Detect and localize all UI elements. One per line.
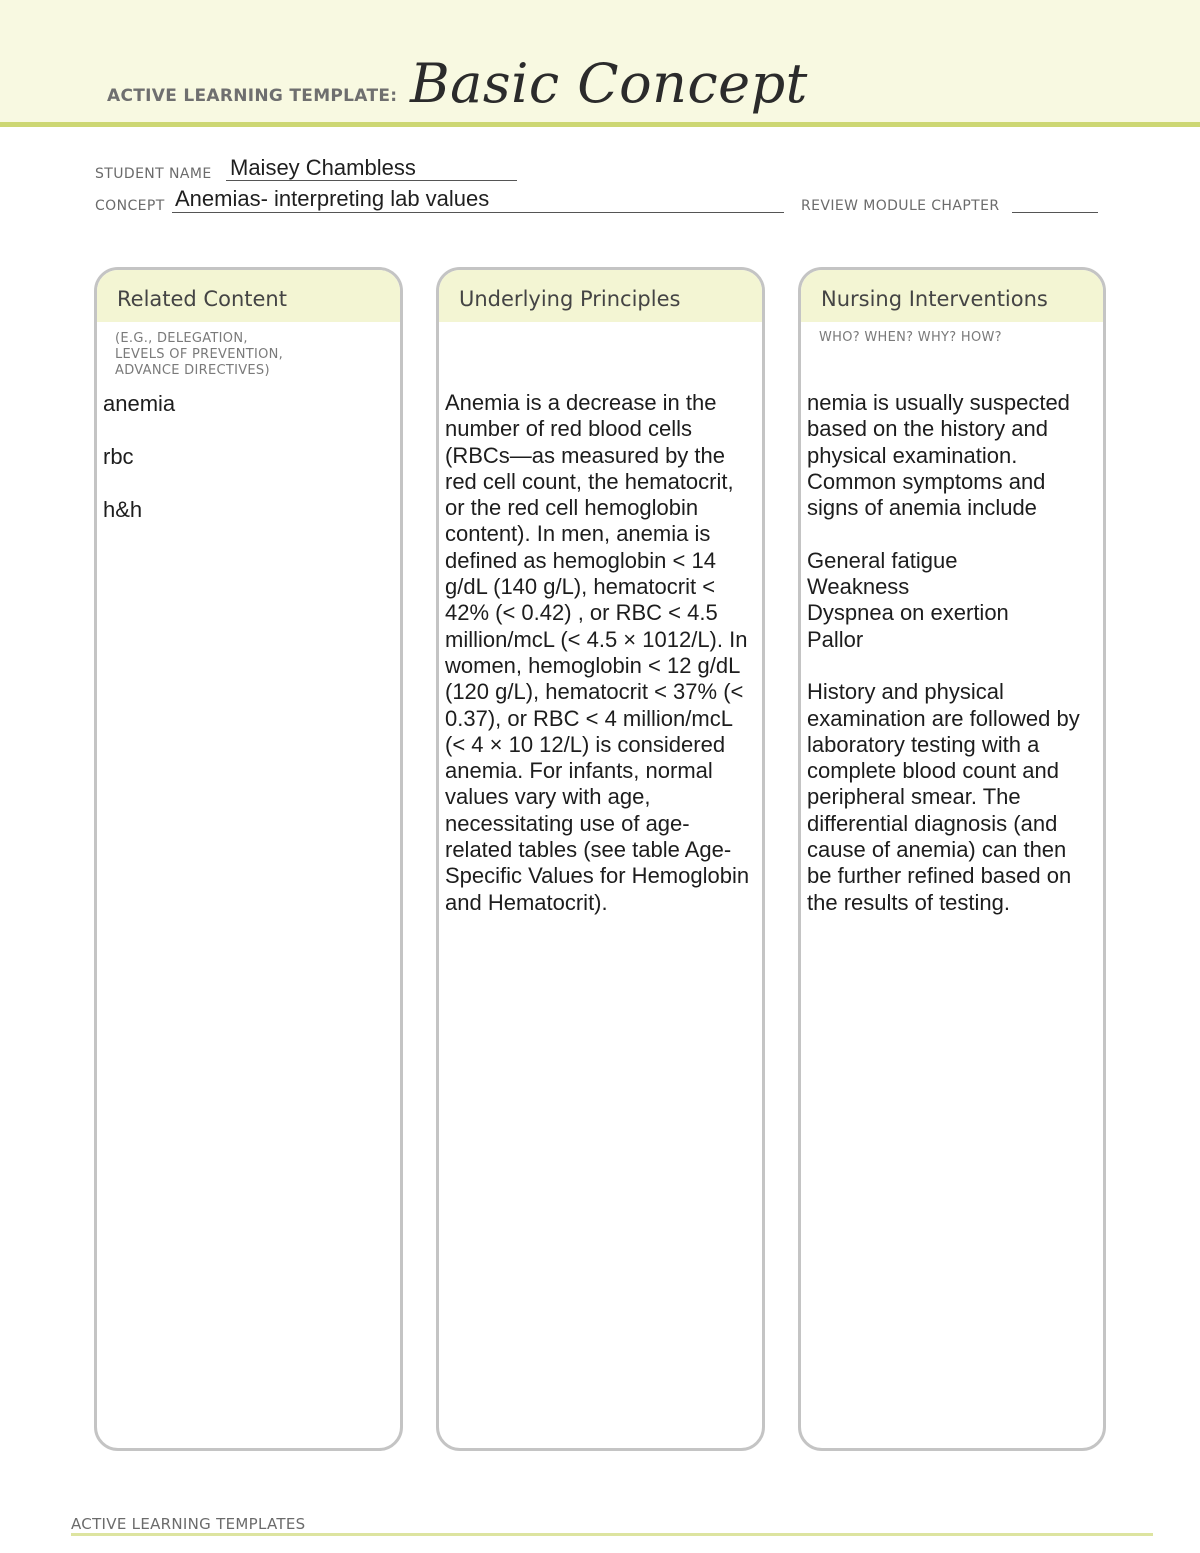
related-content-text[interactable]: anemia rbc h&h [103,391,176,522]
template-title: Basic Concept [410,52,808,115]
panel-title: Related Content [117,287,287,311]
panel-title: Underlying Principles [459,287,681,311]
related-content-panel [94,267,403,1451]
footer-text: ACTIVE LEARNING TEMPLATES [71,1515,306,1533]
header-divider [0,122,1200,127]
concept-field[interactable]: Anemias- interpreting lab values [175,186,490,211]
student-name-field[interactable]: Maisey Chambless [230,155,416,180]
review-module-label: REVIEW MODULE CHAPTER [801,198,1000,214]
review-module-underline [1012,212,1098,213]
underlying-principles-text[interactable]: Anemia is a decrease in the number of red blood cells (RBCs—as measured by the red cell count, the hematocrit, or the red cell hemoglobin content). In men, anemia is defined as hemoglobin < 14 g/dL (140 g/L), hematocrit < 42% (< 0.42) , or RBC < 4.5 million/mcL (< 4.5 × 1012/L). In women, hemoglobin < 12 g/dL (120 g/L), hematocrit < 37% (< 0.37), or RBC < 4 million/mcL (< 4 × 10 12/L) is considered anemia. For infants, normal values vary with age, necessitating use of age-related tables (see table Age-Specific Values for Hemoglobin and Hematocrit). [445,390,750,915]
panel-title: Nursing Interventions [821,287,1048,311]
footer-divider [71,1533,1153,1536]
nursing-interventions-panel [798,267,1106,1451]
panel-subtitle: WHO? WHEN? WHY? HOW? [819,330,1002,345]
panel-subtitle: (E.G., DELEGATION, LEVELS OF PREVENTION, ADVANCE DIRECTIVES) [115,331,284,378]
underlying-principles-panel [436,267,765,1451]
concept-label: CONCEPT [95,198,165,214]
concept-underline [172,212,784,213]
template-prefix: ACTIVE LEARNING TEMPLATE: [107,86,398,106]
nursing-interventions-text[interactable]: nemia is usually suspected based on the history and physical examination. Common symptoms and signs of anemia include General fatigue Weakness Dyspnea on exertion Pallor History and physical examination are followed by laboratory testing with a complete blood count and peripheral smear. The differential diagnosis (and cause of anemia) can then be further refined based on the results of testing. [807,390,1080,915]
student-name-label: STUDENT NAME [95,166,212,182]
